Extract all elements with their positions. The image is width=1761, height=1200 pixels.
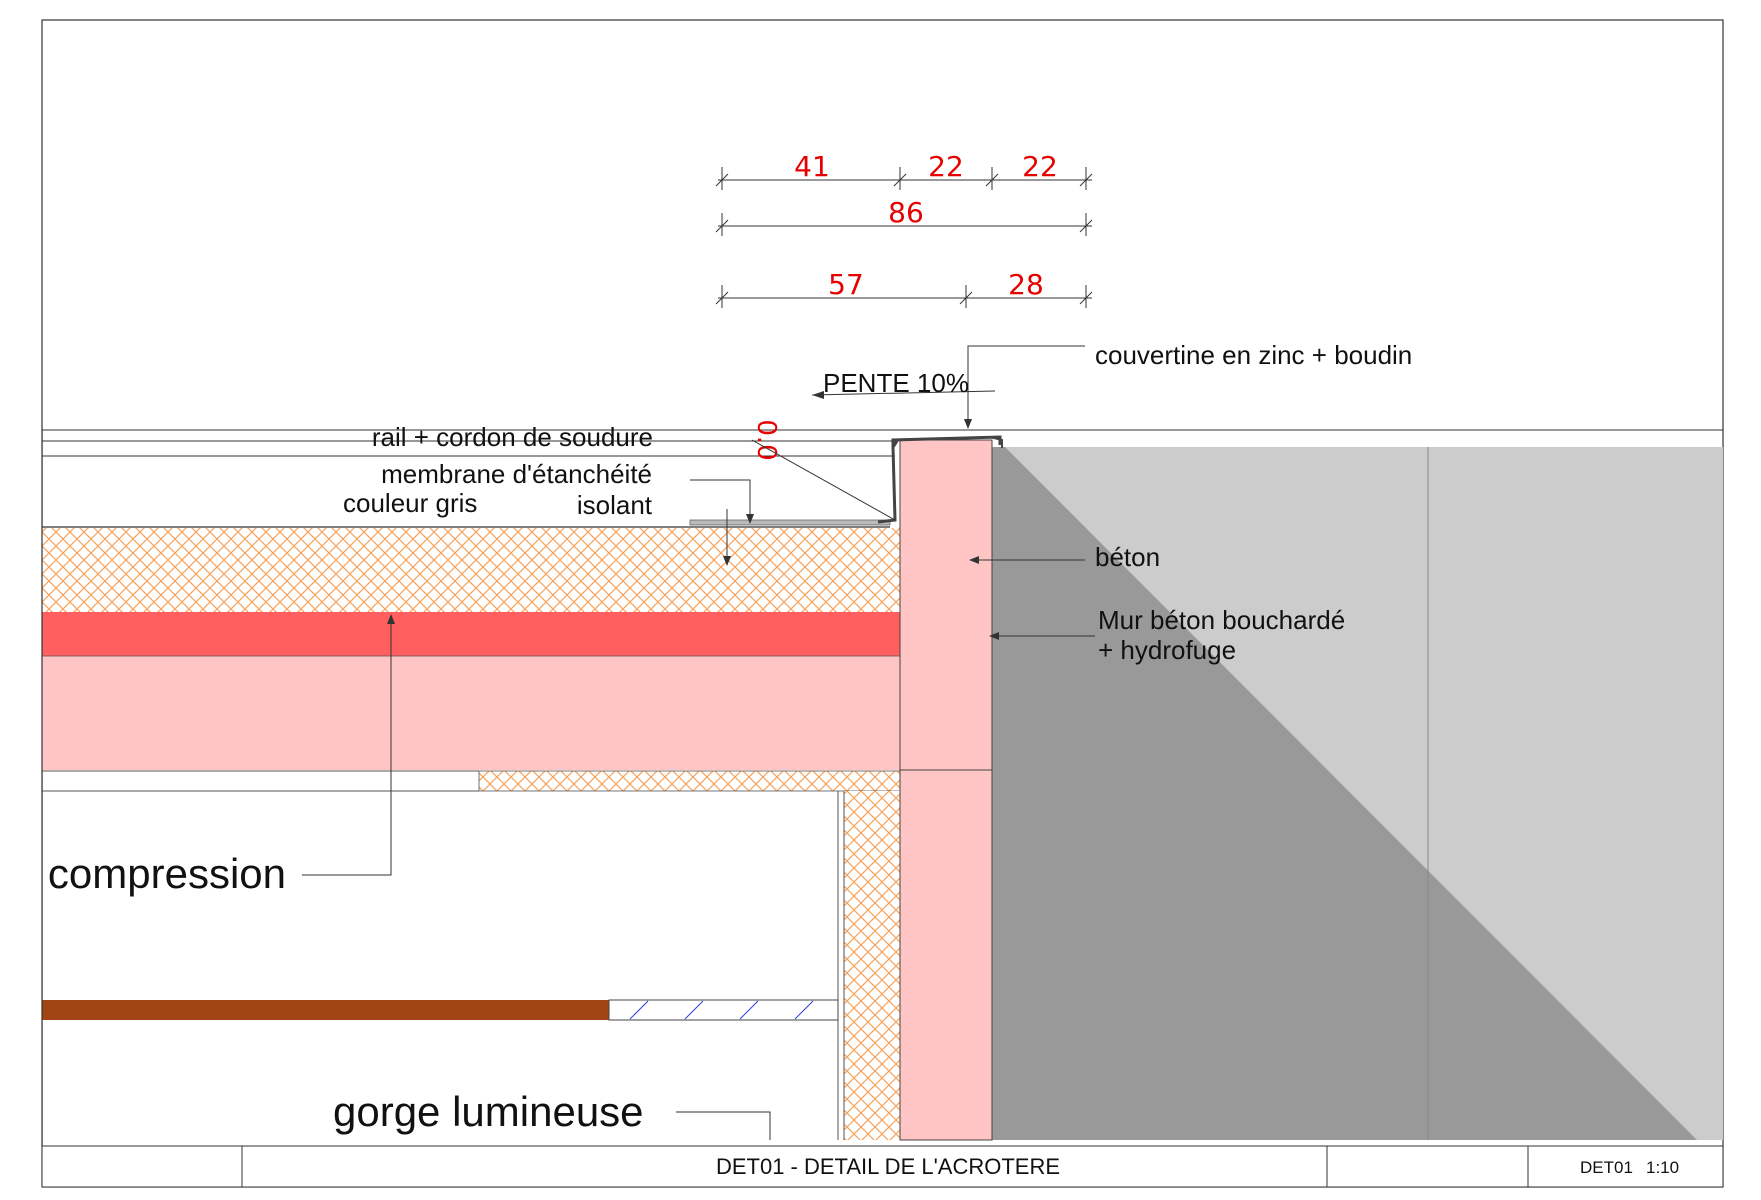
- label-pente: PENTE 10%: [823, 368, 969, 398]
- title-block: [42, 1146, 1723, 1187]
- label-membrane: membrane d'étanchéité: [381, 459, 652, 489]
- roof-insulation: [42, 528, 900, 612]
- dim-86: 86: [888, 196, 924, 229]
- label-compression: compression: [47, 850, 286, 897]
- wood-board: [42, 1000, 609, 1020]
- label-couvertine: couvertine en zinc + boudin: [1095, 340, 1413, 370]
- label-mur-2: + hydrofuge: [1098, 635, 1237, 665]
- concrete-slab: [42, 656, 900, 770]
- dim-rotated: 0.0: [751, 419, 781, 461]
- label-mur-1: Mur béton bouchardé: [1098, 605, 1346, 635]
- label-gorge: gorge lumineuse: [333, 1088, 644, 1135]
- dim-41: 41: [794, 150, 830, 183]
- dimension-values: [751, 150, 1058, 461]
- label-beton: béton: [1095, 542, 1161, 572]
- dim-28: 28: [1008, 268, 1044, 301]
- dim-22-b: 22: [1022, 150, 1058, 183]
- dim-57: 57: [828, 268, 864, 301]
- label-isolant: isolant: [576, 490, 652, 520]
- dim-22-a: 22: [928, 150, 964, 183]
- title-block-scale: 1:10: [1646, 1158, 1680, 1177]
- label-couleur: couleur gris: [343, 488, 478, 518]
- title-block-ref: DET01: [1580, 1158, 1633, 1177]
- compression-slab: [42, 612, 900, 656]
- membrane-grey: [690, 520, 890, 525]
- ceiling-insulation: [479, 771, 900, 791]
- title-block-title: DET01 - DETAIL DE L'ACROTERE: [715, 1154, 1061, 1179]
- left-margin-mask: [0, 430, 42, 1190]
- label-rail: rail + cordon de soudure: [371, 422, 653, 452]
- concrete-wall: [900, 440, 992, 1140]
- wall-insulation: [844, 791, 900, 1140]
